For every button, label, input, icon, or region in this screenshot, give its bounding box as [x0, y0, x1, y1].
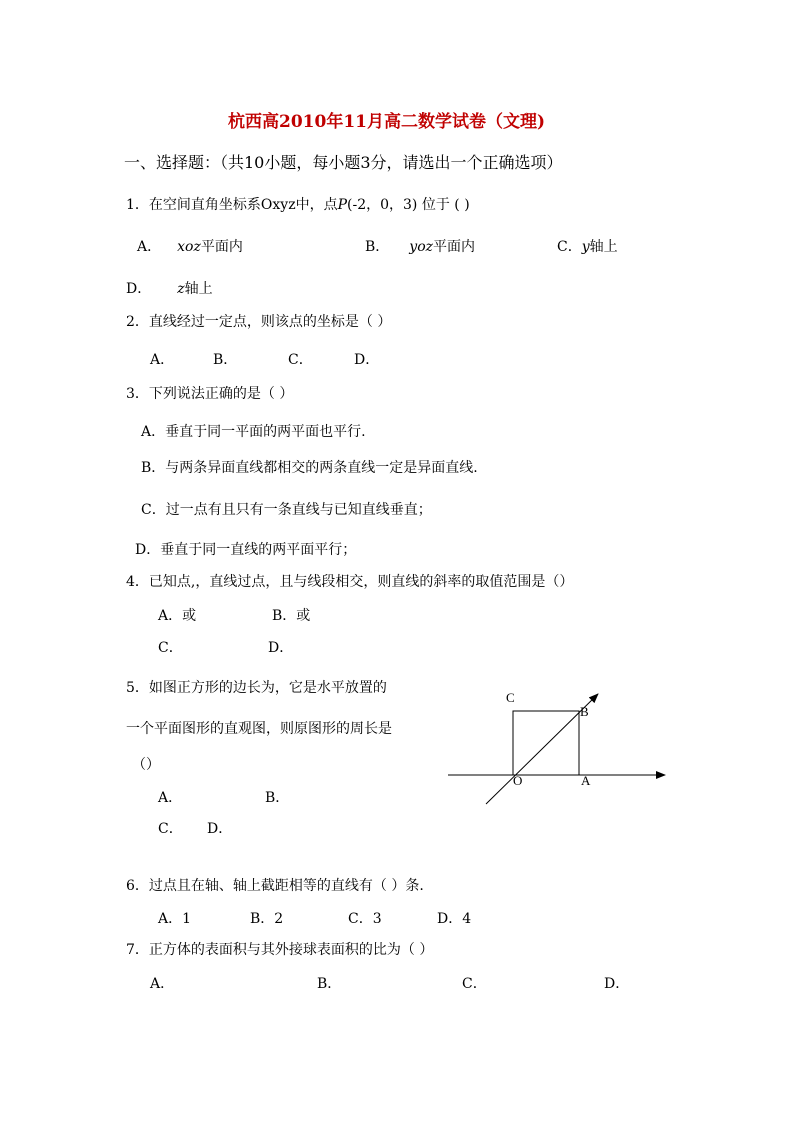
- question-2-option-c: C．: [288, 352, 313, 368]
- figure-label-c: C: [506, 690, 515, 705]
- option-b-var: yoz: [409, 239, 434, 255]
- question-1-option-b: [365, 240, 475, 254]
- question-4-option-b: B．或: [272, 608, 311, 624]
- question-6-option-c: C．3: [348, 911, 382, 927]
- question-4-stem: 4．已知点,，直线过点，且与线段相交，则直线的斜率的取值范围是（）: [126, 574, 574, 590]
- question-2-option-d: D．: [354, 352, 380, 368]
- option-d-label: D．: [126, 281, 152, 297]
- option-a-text: 平面内: [200, 239, 243, 255]
- option-c-text: 轴上: [589, 239, 618, 255]
- question-7-option-a: A．: [150, 976, 175, 992]
- section-heading: 一、选择题：（共10小题，每小题3分，请选出一个正确选项）: [124, 153, 563, 172]
- question-3-stem: 3．下列说法正确的是（ ）: [126, 386, 294, 402]
- question-3-option-c: C．过一点有且只有一条直线与已知直线垂直；: [141, 502, 432, 518]
- question-1-option-d: [126, 282, 213, 296]
- option-b-label: B．: [365, 239, 390, 255]
- question-4-option-d: D．: [268, 640, 294, 656]
- question-5-option-c: C．: [158, 821, 183, 837]
- question-1-point-coords: (-2，0，3) 位于 ( ): [347, 197, 470, 213]
- square-intuitive-figure: [440, 680, 680, 810]
- option-d-text: 轴上: [184, 281, 213, 297]
- question-5-stem-line-2: 一个平面图形的直观图，则原图形的周长是: [126, 721, 392, 737]
- figure-label-a: A: [581, 773, 591, 788]
- question-6-option-d: D．4: [437, 911, 472, 927]
- question-1-stem: [126, 198, 470, 212]
- question-6-option-a: A．1: [158, 911, 192, 927]
- question-7-stem: 7．正方体的表面积与其外接球表面积的比为（ ）: [126, 942, 434, 958]
- question-7-option-d: D．: [604, 976, 630, 992]
- option-d-var: z: [177, 281, 185, 297]
- question-1-option-c: [557, 240, 618, 254]
- option-b-text: 平面内: [433, 239, 476, 255]
- question-2-option-b: B．: [213, 352, 238, 368]
- figure-label-o: O: [513, 773, 523, 788]
- question-5-stem-line-3: （）: [132, 757, 160, 773]
- question-1-option-a: [137, 240, 243, 254]
- question-6-option-b: B．2: [250, 911, 284, 927]
- question-3-option-b: B．与两条异面直线都相交的两条直线一定是异面直线.: [141, 460, 478, 476]
- option-c-var: y: [581, 239, 590, 255]
- question-5-stem-line-1: 5．如图正方形的边长为，它是水平放置的: [126, 680, 387, 696]
- square-outline: [513, 711, 579, 775]
- question-1-stem-text: 1．在空间直角坐标系Oxyz中，点: [126, 197, 338, 213]
- option-c-label: C．: [557, 239, 582, 255]
- question-2-stem: 2．直线经过一定点，则该点的坐标是（ ）: [126, 314, 392, 330]
- question-5-option-b: B．: [265, 790, 290, 806]
- option-a-var: xoz: [177, 239, 201, 255]
- question-3-option-a: A．垂直于同一平面的两平面也平行.: [141, 424, 366, 440]
- question-4-option-c: C．: [158, 640, 183, 656]
- figure-label-b: B: [580, 704, 589, 719]
- question-6-stem: 6．过点且在轴、轴上截距相等的直线有（ ）条.: [126, 878, 424, 894]
- question-5-option-d: D．: [207, 821, 233, 837]
- question-4-option-a: A．或: [158, 608, 197, 624]
- question-5-option-a: A．: [158, 790, 183, 806]
- question-3-option-d: D．垂直于同一直线的两平面平行；: [135, 542, 357, 558]
- option-a-label: A．: [137, 239, 162, 255]
- question-1-point-var: P: [337, 197, 347, 213]
- page-title: 杭西高2010年11月高二数学试卷（文理): [228, 112, 546, 132]
- question-7-option-c: C．: [462, 976, 487, 992]
- question-2-option-a: A．: [150, 352, 175, 368]
- question-7-option-b: B．: [317, 976, 342, 992]
